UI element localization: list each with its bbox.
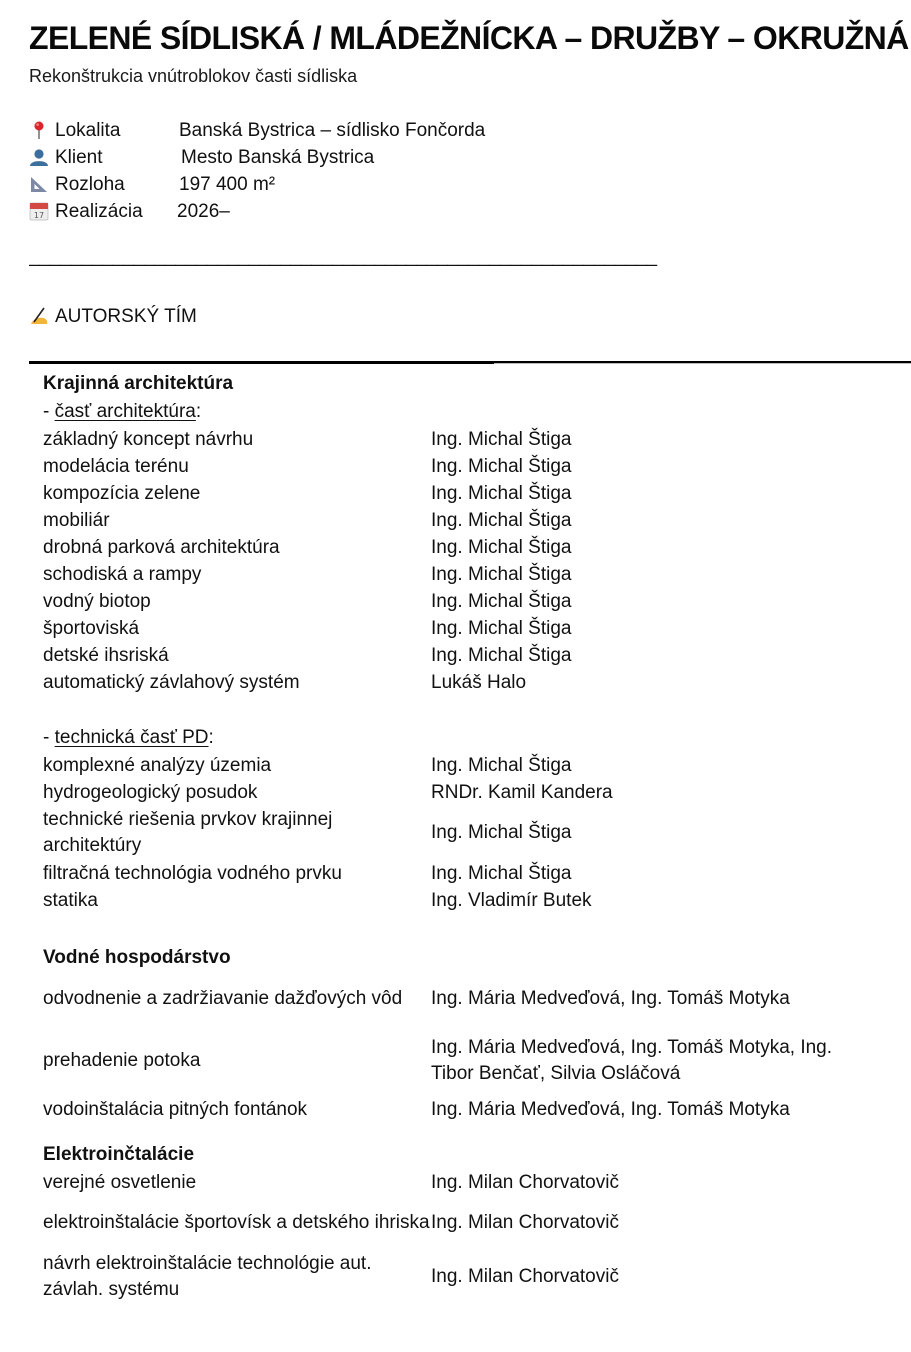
person-cell: Ing. Michal Štiga (431, 428, 572, 450)
info-row-location (29, 117, 486, 144)
table-row (43, 669, 903, 696)
info-value: 197 400 m² (179, 173, 276, 195)
person-cell: Ing. Michal Štiga (431, 455, 572, 477)
info-row-realization (29, 198, 230, 225)
info-label: Klient (55, 146, 103, 168)
task-cell: detské ihsriská (43, 644, 169, 666)
person-cell: Ing. Michal Štiga (431, 482, 572, 504)
person-cell: Lukáš Halo (431, 671, 527, 693)
task-cell: prehadenie potoka (43, 1050, 201, 1071)
table-row (43, 615, 903, 642)
person-cell: Ing. Michal Štiga (431, 644, 572, 666)
task-cell: verejné osvetlenie (43, 1171, 197, 1193)
task-cell: modelácia terénu (43, 455, 189, 477)
calendar-day: 17 (33, 210, 45, 220)
info-row-area (29, 171, 276, 198)
table-row (43, 534, 903, 561)
task-cell: elektroinštalácie športovísk a detského ihriska (43, 1212, 430, 1233)
user-icon (29, 147, 51, 169)
page-subtitle: Rekonštrukcia vnútroblokov časti sídliska (29, 66, 358, 86)
person-cell: Ing. Milan Chorvatovič (431, 1266, 619, 1287)
table-row (43, 779, 903, 806)
section-title: Elektroinčtalácie (43, 1144, 195, 1165)
pin-icon (29, 120, 51, 142)
task-cell: vodoinštalácia pitných fontánok (43, 1098, 308, 1120)
person-cell: Ing. Mária Medveďová, Ing. Tomáš Motyka (431, 1098, 790, 1120)
task-cell: mobiliár (43, 509, 110, 531)
subsection-suffix: : (208, 727, 214, 748)
table-row (43, 480, 903, 507)
person-cell: Ing. Mária Medveďová, Ing. Tomáš Motyka, Ing. Tibor Benčať, Silvia Osláčová (431, 1037, 833, 1084)
table-row (43, 1096, 903, 1123)
person-cell: Ing. Michal Štiga (431, 590, 572, 612)
table-row (43, 561, 903, 588)
person-cell: Ing. Mária Medveďová, Ing. Tomáš Motyka (431, 988, 790, 1009)
table-row (43, 1250, 903, 1304)
table-row (43, 588, 903, 615)
info-label: Realizácia (55, 200, 143, 222)
subsection-prefix: - (43, 401, 55, 422)
task-cell: vodný biotop (43, 590, 151, 612)
table-row (43, 507, 903, 534)
table-row (43, 972, 903, 1026)
task-cell: automatický závlahový systém (43, 671, 300, 693)
subsection-name: technická časť PD (54, 727, 209, 748)
info-label: Rozloha (55, 173, 125, 195)
task-cell: základný koncept návrhu (43, 428, 254, 450)
section-title: Vodné hospodárstvo (43, 947, 231, 968)
page-title: ZELENÉ SÍDLISKÁ / MLÁDEŽNÍCKA – DRUŽBY – OKRUŽNÁ (29, 20, 909, 56)
team-table (43, 370, 903, 1304)
team-divider (29, 361, 911, 364)
table-row (43, 642, 903, 669)
person-cell: Ing. Milan Chorvatovič (431, 1171, 619, 1193)
team-heading (29, 306, 197, 328)
task-cell: kompozícia zelene (43, 482, 201, 504)
writing-hand-icon (29, 306, 51, 328)
person-cell: Ing. Michal Štiga (431, 617, 572, 639)
table-row (43, 806, 903, 860)
table-row (43, 453, 903, 480)
info-value: Banská Bystrica – sídlisko Fončorda (179, 119, 486, 141)
task-cell: schodiská a rampy (43, 563, 202, 585)
person-cell: Ing. Michal Štiga (431, 754, 572, 776)
person-cell: RNDr. Kamil Kandera (431, 781, 613, 803)
project-info (29, 117, 486, 225)
person-cell: Ing. Milan Chorvatovič (431, 1212, 619, 1233)
person-cell: Ing. Michal Štiga (431, 862, 572, 884)
table-row (43, 752, 903, 779)
table-row (43, 887, 903, 914)
task-cell: športoviská (43, 617, 140, 639)
subsection-suffix: : (195, 401, 202, 422)
subsection-prefix: - (43, 727, 55, 748)
task-cell: technické riešenia prvkov krajinnej architektúry (43, 809, 333, 856)
table-row (43, 1196, 903, 1250)
task-cell: drobná parková architektúra (43, 536, 280, 558)
task-cell: hydrogeologický posudok (43, 781, 258, 803)
info-value: 2026– (177, 200, 230, 222)
team-heading-label: AUTORSKÝ TÍM (55, 306, 197, 327)
table-row (43, 860, 903, 887)
info-label: Lokalita (55, 119, 121, 141)
subsection-title (43, 724, 903, 752)
task-cell: filtračná technológia vodného prvku (43, 862, 342, 884)
task-cell: odvodnenie a zadržiavanie dažďových vôd (43, 988, 403, 1009)
task-cell: komplexné analýzy územia (43, 754, 272, 776)
table-row (43, 1169, 903, 1196)
table-row (43, 426, 903, 453)
table-row (43, 1034, 903, 1088)
calendar-icon (29, 201, 51, 223)
person-cell: Ing. Michal Štiga (431, 536, 572, 558)
person-cell: Ing. Michal Štiga (431, 563, 572, 585)
separator-line: ____________________________________________________________ (29, 246, 658, 267)
person-cell: Ing. Vladimír Butek (431, 889, 592, 911)
task-cell: statika (43, 889, 98, 911)
person-cell: Ing. Michal Štiga (431, 509, 572, 531)
section-title: Krajinná architektúra (43, 373, 234, 394)
subsection-title (43, 398, 903, 426)
subsection-name: časť architektúra (54, 401, 196, 422)
info-value: Mesto Banská Bystrica (181, 146, 375, 168)
task-cell: návrh elektroinštalácie technológie aut. závlah. systému (43, 1253, 372, 1300)
person-cell: Ing. Michal Štiga (431, 822, 572, 843)
info-row-client (29, 144, 375, 171)
triangle-ruler-icon (29, 174, 51, 196)
